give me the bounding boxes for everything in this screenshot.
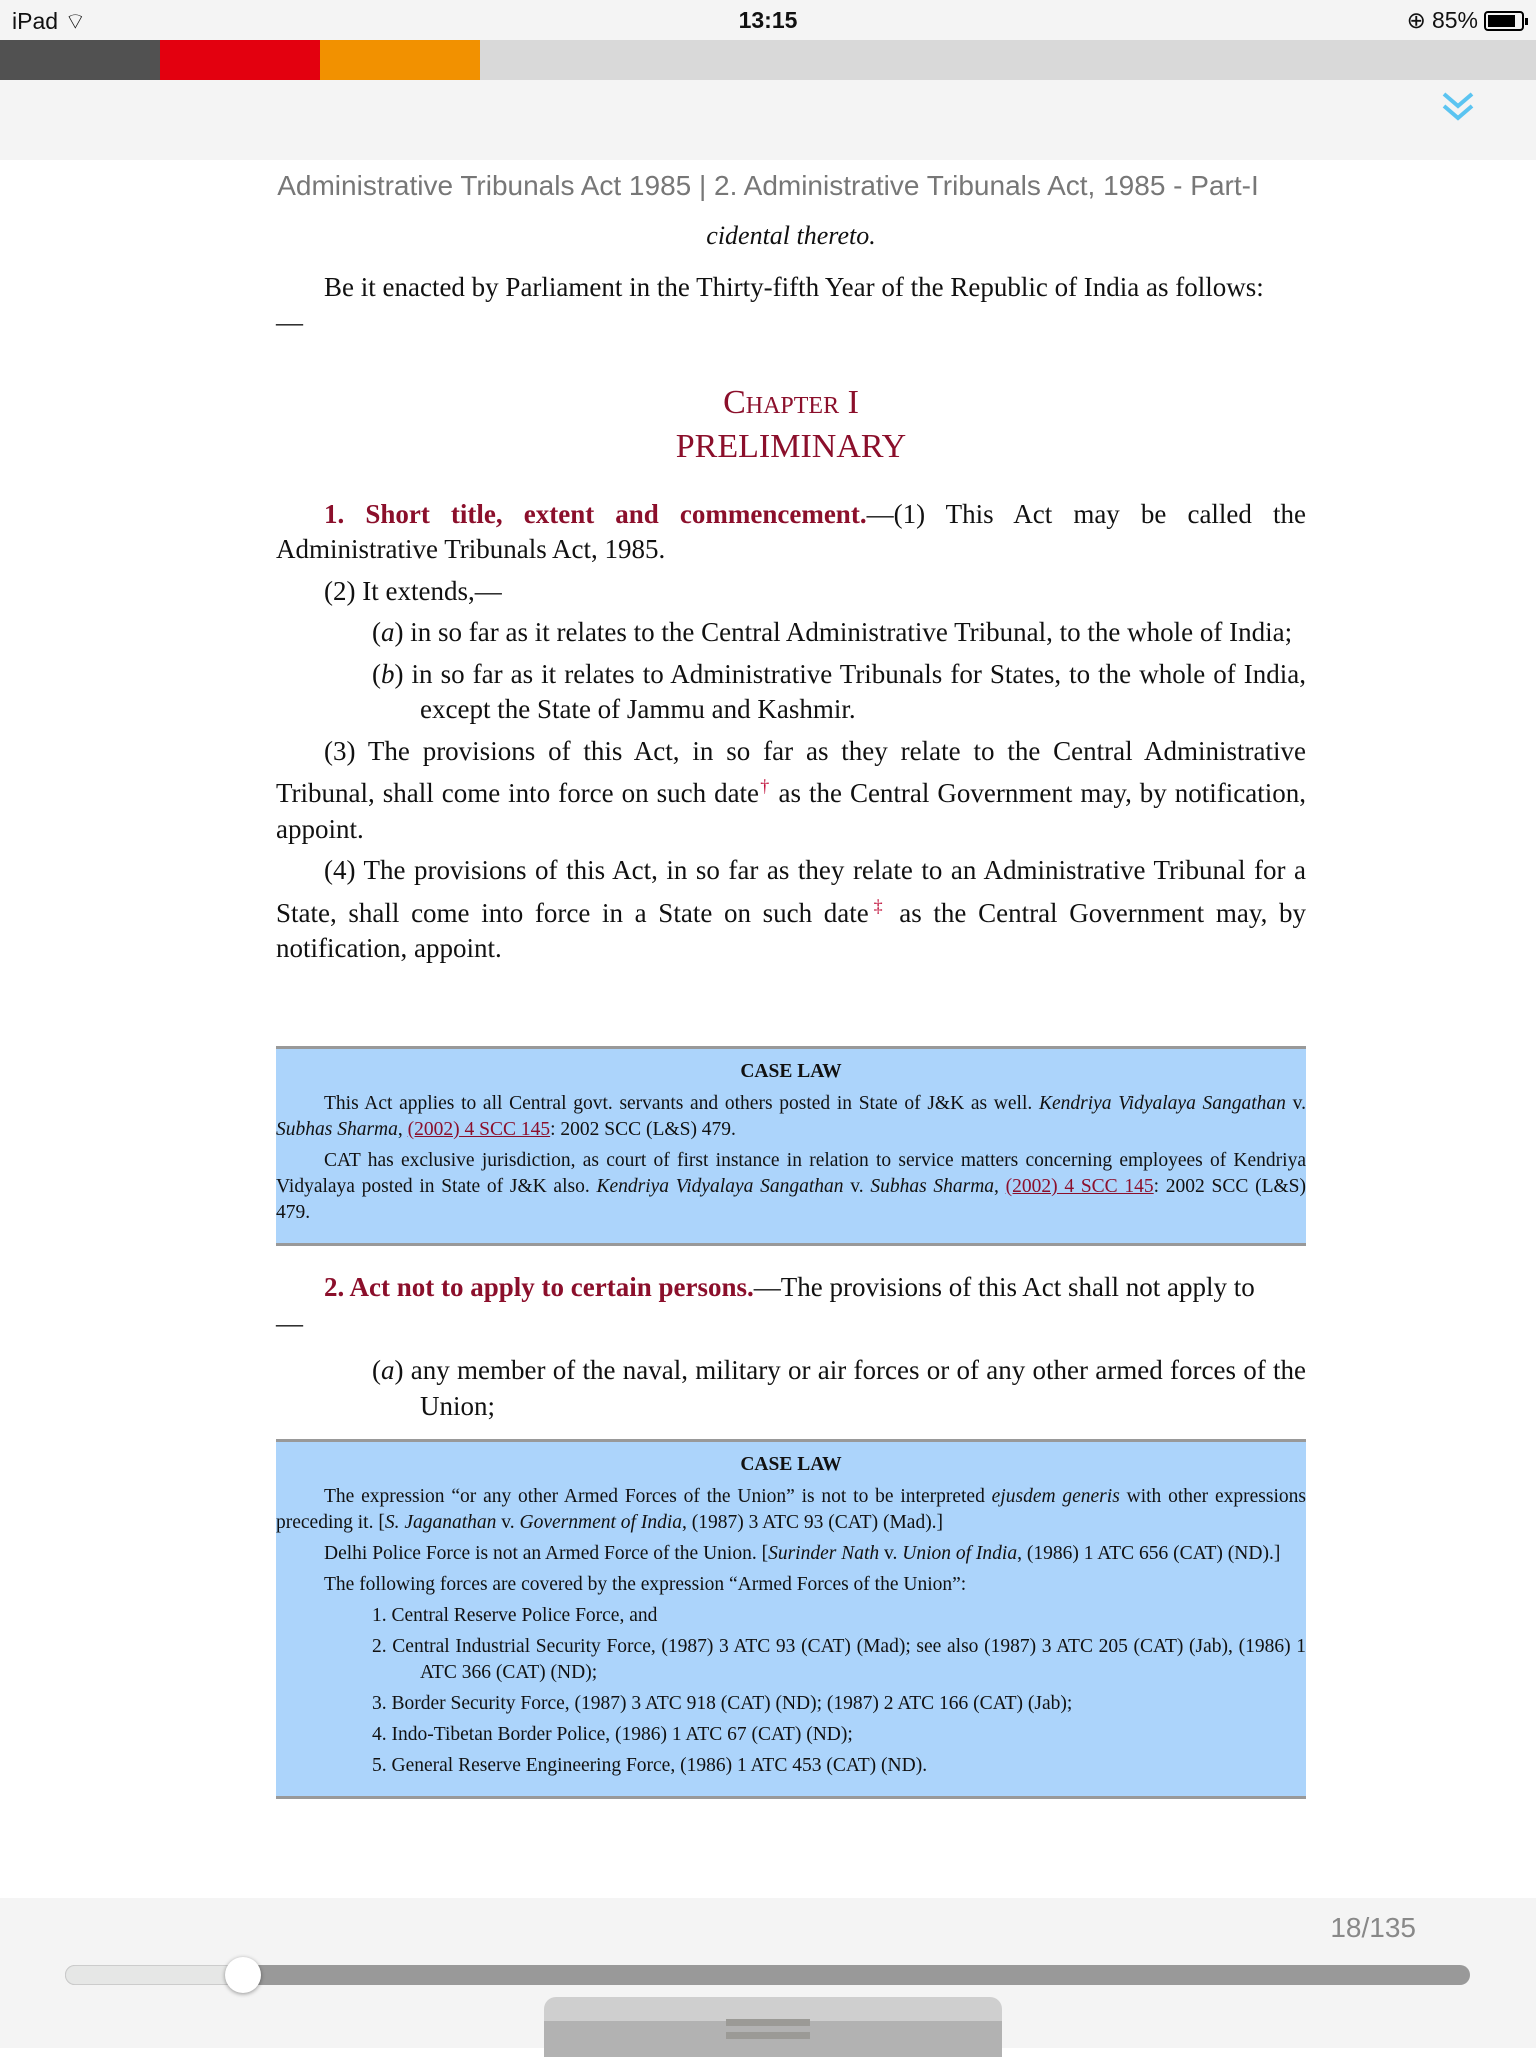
case-law-para (276, 1541, 1306, 1567)
case-law-para (276, 1091, 1306, 1143)
list-item: 1. Central Reserve Police Force, and (372, 1605, 658, 1626)
wifi-icon: ⌔ (64, 8, 87, 34)
list-item: 4. Indo-Tibetan Border Police, (1986) 1 ATC 67 (CAT) (ND); (372, 1724, 853, 1745)
page-indicator: 18/135 (1330, 1912, 1416, 1943)
case-law-para (276, 1484, 1306, 1536)
case-law-para: The following forces are covered by the expression “Armed Forces of the Union”: (324, 1574, 967, 1595)
citation-link[interactable]: (2002) 4 SCC 145 (1005, 1176, 1154, 1197)
party-name: Subhas Sharma (276, 1119, 398, 1140)
slider-fill (65, 1965, 243, 1985)
handle-grip-icon (726, 2019, 810, 2026)
handle-grip-icon (726, 2032, 810, 2039)
party-name: Subhas Sharma (870, 1176, 995, 1197)
text: , (397, 1119, 408, 1140)
text: (4) The provisions of this Act, in so far as they relate to an Administrative Tribunal for a State, shall come into force in a State on such date (276, 855, 1306, 928)
party-name: Government of India (519, 1512, 682, 1533)
text: , (994, 1176, 1006, 1197)
text: v. (843, 1176, 871, 1197)
menu-handle[interactable] (544, 1997, 1002, 2057)
clause-b: (b) in so far as it relates to Administrative Tribunals for States, to the whole of India, except the State of Jammu and Kashmir. (372, 658, 1306, 724)
tab-orange[interactable] (320, 40, 480, 80)
device-label: iPad (12, 8, 59, 34)
case-name: Kendriya Vidyalaya Sangathan (1038, 1093, 1286, 1114)
clause-a: (a) any member of the naval, military or air forces or of any other armed forces of the Union; (372, 1355, 1306, 1421)
text: in so far as it relates to the Central Administrative Tribunal, to the whole of India; (403, 617, 1293, 647)
text: This Act applies to all Central govt. servants and others posted in State of J&K as well. (324, 1093, 1039, 1114)
tab-red[interactable] (160, 40, 320, 80)
latin-term: ejusdem generis (991, 1486, 1120, 1507)
section-2-para (276, 1270, 1306, 1306)
tab-dark[interactable] (0, 40, 160, 80)
case-name: Surinder Nath (768, 1543, 880, 1564)
document-body (276, 218, 1306, 973)
text: as the Central Government may, by notification, appoint. (276, 897, 1307, 963)
text: : 2002 SCC (L&S) 479. (276, 1176, 1307, 1223)
clause-label: a (381, 617, 395, 647)
case-law-para (276, 1148, 1306, 1226)
slider-thumb[interactable] (225, 1957, 261, 1993)
status-bar (0, 0, 1536, 40)
text: The expression “or any other Armed Forces of the Union” is not to be interpreted (324, 1486, 992, 1507)
text: as the Central Government may, by notification, appoint. (276, 778, 1307, 844)
list-item: 2. Central Industrial Security Force, (1987) 3 ATC 93 (CAT) (Mad); see also (1987) 3 ATC 205 (CAT) (Jab), (1986) 1 ATC 366 (CAT) (ND); (372, 1636, 1306, 1683)
text: , (1986) 1 ATC 656 (CAT) (ND).] (1017, 1543, 1281, 1564)
clause-label: a (381, 1355, 395, 1385)
chapter-heading (276, 381, 1306, 469)
footnote-mark[interactable]: ‡ (868, 895, 888, 916)
section-1-para-3 (276, 734, 1306, 848)
clause-label: b (381, 658, 395, 689)
case-law-box-1 (276, 1046, 1306, 1246)
page-slider[interactable] (65, 1965, 1470, 1985)
section-1-para-2: (2) It extends,— (324, 575, 502, 606)
double-chevron-down-icon[interactable] (1440, 90, 1476, 126)
text: v. (1285, 1093, 1306, 1114)
case-name: Kendriya Vidyalaya Sangathan (596, 1176, 844, 1197)
section-1-para-1 (276, 497, 1306, 568)
text: any member of the naval, military or air forces or of any other armed forces of the Union; (403, 1355, 1306, 1421)
text: with other expressions preceding it. [ (276, 1486, 1306, 1533)
chapter-number: Chapter I (723, 383, 859, 421)
clock: 13:15 (738, 7, 798, 33)
section-2 (276, 1270, 1306, 1430)
status-right (1407, 7, 1524, 34)
text: —(1) This Act may be called the Administrative Tribunals Act, 1985. (276, 498, 1306, 564)
bottom-bar (0, 1898, 1536, 2048)
case-law-box-2 (276, 1439, 1306, 1799)
text: : 2002 SCC (L&S) 479. (550, 1119, 736, 1140)
citation-link[interactable]: (2002) 4 SCC 145 (407, 1119, 551, 1140)
dash: — (276, 1307, 303, 1338)
text: v. (879, 1543, 903, 1564)
battery-percent: 85% (1431, 7, 1478, 33)
chapter-title: PRELIMINARY (675, 427, 907, 465)
text: (3) The provisions of this Act, in so far as they relate to the Central Administrative Tribunal, shall come into force on such date (276, 735, 1306, 808)
section-1-heading: 1. Short title, extent and commencement. (324, 498, 867, 529)
enacting-clause: Be it enacted by Parliament in the Thirty-fifth Year of the Republic of India as follows: (324, 271, 1264, 302)
toolbar (0, 80, 1536, 160)
text: CAT has exclusive jurisdiction, as court of first instance in relation to service matters concerning employees of Kendriya Vidyalaya posted in State of J&K also. (276, 1150, 1306, 1197)
text: Delhi Police Force is not an Armed Force of the Union. [ (324, 1543, 769, 1564)
section-2-heading: 2. Act not to apply to certain persons. (324, 1272, 754, 1302)
case-law-title: CASE LAW (740, 1454, 842, 1475)
text: , (1987) 3 ATC 93 (CAT) (Mad).] (682, 1512, 944, 1533)
continued-text: cidental thereto. (706, 221, 876, 250)
text: in so far as it relates to Administrative Tribunals for States, to the whole of India, except the State of Jammu and Kashmir. (403, 658, 1306, 724)
clause-a: (a) in so far as it relates to the Central Administrative Tribunal, to the whole of India; (372, 617, 1293, 647)
document-title: Administrative Tribunals Act 1985 | 2. Administrative Tribunals Act, 1985 - Part-I (277, 170, 1259, 201)
dash: — (276, 307, 303, 337)
list-item: 5. General Reserve Engineering Force, (1986) 1 ATC 453 (CAT) (ND). (372, 1755, 928, 1776)
battery-icon (1484, 11, 1524, 31)
text: v. (496, 1512, 520, 1533)
footnote-mark[interactable]: † (759, 776, 771, 796)
list-item: 3. Border Security Force, (1987) 3 ATC 918 (CAT) (ND); (1987) 2 ATC 166 (CAT) (Jab); (372, 1693, 1073, 1714)
party-name: Union of India (902, 1543, 1018, 1564)
rotation-lock-icon: ⊕ (1406, 7, 1426, 33)
case-law-title: CASE LAW (740, 1061, 842, 1082)
case-name: S. Jaganathan (384, 1512, 497, 1533)
text: —The provisions of this Act shall not apply to (753, 1272, 1255, 1302)
section-1-para-4 (276, 853, 1306, 967)
section-tabs (0, 40, 1536, 80)
